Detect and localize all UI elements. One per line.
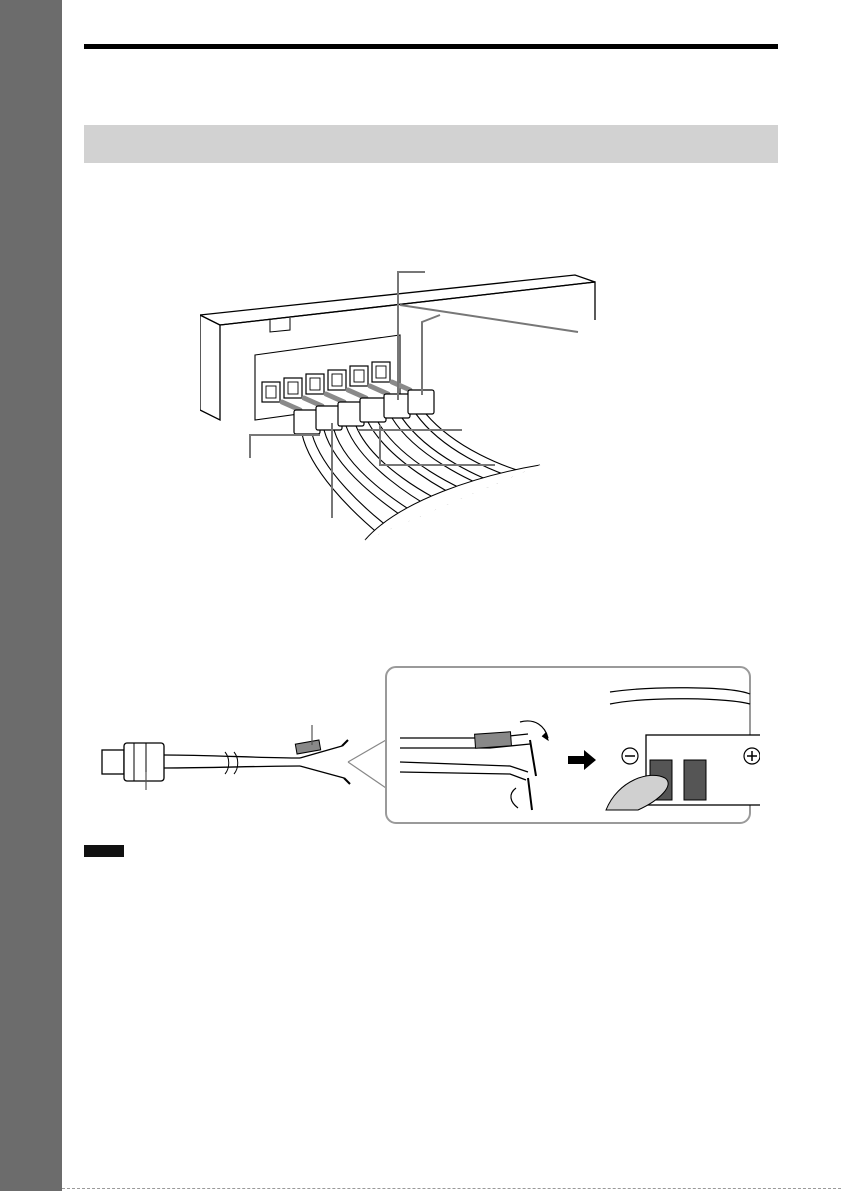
speaker-cable-and-terminal-illustration	[90, 660, 760, 830]
page-bottom-edge	[62, 1188, 841, 1189]
section-heading-bar	[84, 125, 778, 163]
speaker-connector-figure	[200, 260, 620, 560]
side-tab-band	[0, 0, 62, 1191]
speaker-cable-figure	[90, 660, 760, 830]
header-rule	[84, 44, 778, 49]
speaker-connector-panel-illustration	[200, 260, 620, 560]
note-badge	[84, 845, 124, 857]
